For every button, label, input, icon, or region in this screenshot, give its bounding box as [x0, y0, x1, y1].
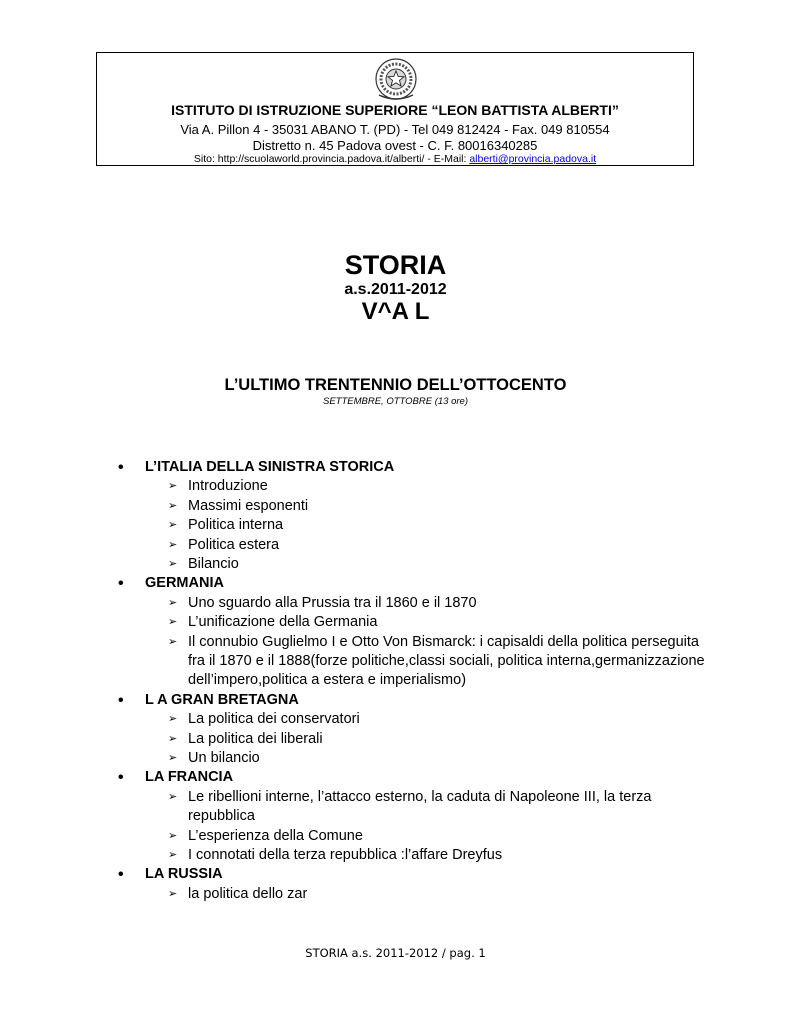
email-link[interactable]: alberti@provincia.padova.it [469, 153, 597, 165]
list-item [118, 633, 718, 691]
list-item [118, 613, 718, 632]
list-item-text: L’unificazione della Germania [188, 614, 378, 631]
school-website-text: Sito: http://scuolaworld.provincia.padova.it/alberti/ - E-Mail: [193, 153, 470, 165]
arrow-bullet-icon: ➢ [168, 519, 178, 532]
topic-heading [118, 768, 718, 787]
list-item [118, 730, 718, 749]
arrow-bullet-icon: ➢ [168, 635, 178, 648]
list-item [118, 477, 718, 496]
topic-heading [118, 574, 718, 593]
arrow-bullet-icon: ➢ [168, 538, 178, 551]
topic-heading [118, 458, 718, 477]
arrow-bullet-icon: ➢ [168, 887, 178, 900]
list-item-text: La politica dei conservatori [188, 711, 360, 728]
list-item-text: la politica dello zar [188, 885, 308, 902]
arrow-bullet-icon: ➢ [168, 616, 178, 629]
bullet-dot-icon: • [118, 691, 124, 709]
school-year: a.s.2011-2012 [344, 281, 447, 298]
arrow-bullet-icon: ➢ [168, 790, 178, 803]
school-name: ISTITUTO DI ISTRUZIONE SUPERIORE “LEON BATTISTA ALBERTI” [171, 102, 619, 118]
list-item [118, 536, 718, 555]
list-item-text: Un bilancio [188, 750, 260, 767]
arrow-bullet-icon: ➢ [168, 829, 178, 842]
page-footer: STORIA a.s. 2011-2012 / pag. 1 [305, 946, 486, 960]
topic-title: GERMANIA [145, 575, 224, 592]
topic-title: L’ITALIA DELLA SINISTRA STORICA [145, 459, 395, 475]
list-item [118, 594, 718, 613]
italian-republic-emblem-icon [369, 57, 423, 103]
list-item-text: Massimi esponenti [188, 497, 309, 514]
list-item [118, 555, 718, 574]
bullet-dot-icon: • [118, 575, 124, 593]
arrow-bullet-icon: ➢ [168, 732, 178, 745]
school-address: Via A. Pillon 4 - 35031 ABANO T. (PD) - Tel 049 812424 - Fax. 049 810554 [180, 122, 610, 137]
list-item-text: La politica dei liberali [188, 730, 323, 747]
topic-heading [118, 691, 718, 710]
list-item [118, 827, 718, 846]
arrow-bullet-icon: ➢ [168, 558, 178, 571]
list-item-text: Le ribellioni interne, l’attacco esterno, la caduta di Napoleone III, la terza repubblica [188, 788, 652, 825]
section-period: SETTEMBRE, OTTOBRE (13 ore) [323, 396, 468, 407]
school-header [96, 52, 694, 166]
topic-title: LA FRANCIA [145, 769, 234, 786]
list-item-text: Politica estera [188, 536, 280, 553]
list-item [118, 710, 718, 729]
arrow-bullet-icon: ➢ [168, 849, 178, 862]
list-item [118, 497, 718, 516]
arrow-bullet-icon: ➢ [168, 713, 178, 726]
list-item-text: Il connubio Guglielmo I e Otto Von Bismarck: i capisaldi della politica perseguita fra il 1870 e il 1888(forze politiche,classi sociali, politica interna,germanizzazione dell’impero,politica a estera e imperialismo) [188, 633, 705, 689]
list-item [118, 885, 718, 904]
arrow-bullet-icon: ➢ [168, 499, 178, 512]
arrow-bullet-icon: ➢ [168, 752, 178, 765]
bullet-dot-icon: • [118, 769, 124, 787]
list-item-text: L’esperienza della Comune [188, 827, 363, 844]
list-item [118, 846, 718, 865]
list-item-text: Uno sguardo alla Prussia tra il 1860 e il 1870 [188, 594, 477, 611]
bullet-dot-icon: • [118, 866, 124, 884]
document-subject: STORIA [344, 250, 447, 280]
list-item-text: Introduzione [188, 478, 268, 495]
syllabus-outline [118, 458, 718, 904]
topic-title: L A GRAN BRETAGNA [145, 691, 299, 708]
bullet-dot-icon: • [118, 459, 124, 476]
school-district: Distretto n. 45 Padova ovest - C. F. 80016340285 [252, 138, 538, 153]
section-heading: L’ULTIMO TRENTENNIO DELL’OTTOCENTO [224, 376, 567, 394]
arrow-bullet-icon: ➢ [168, 480, 178, 493]
arrow-bullet-icon: ➢ [168, 596, 178, 609]
list-item [118, 788, 718, 827]
topic-heading [118, 865, 718, 884]
list-item-text: Bilancio [188, 556, 239, 573]
topic-title: LA RUSSIA [145, 866, 223, 883]
class-name: V^A L [361, 298, 430, 325]
school-contacts [97, 153, 693, 165]
list-item-text: I connotati della terza repubblica :l’affare Dreyfus [188, 847, 503, 864]
list-item-text: Politica interna [188, 517, 284, 534]
list-item [118, 516, 718, 535]
list-item [118, 749, 718, 768]
